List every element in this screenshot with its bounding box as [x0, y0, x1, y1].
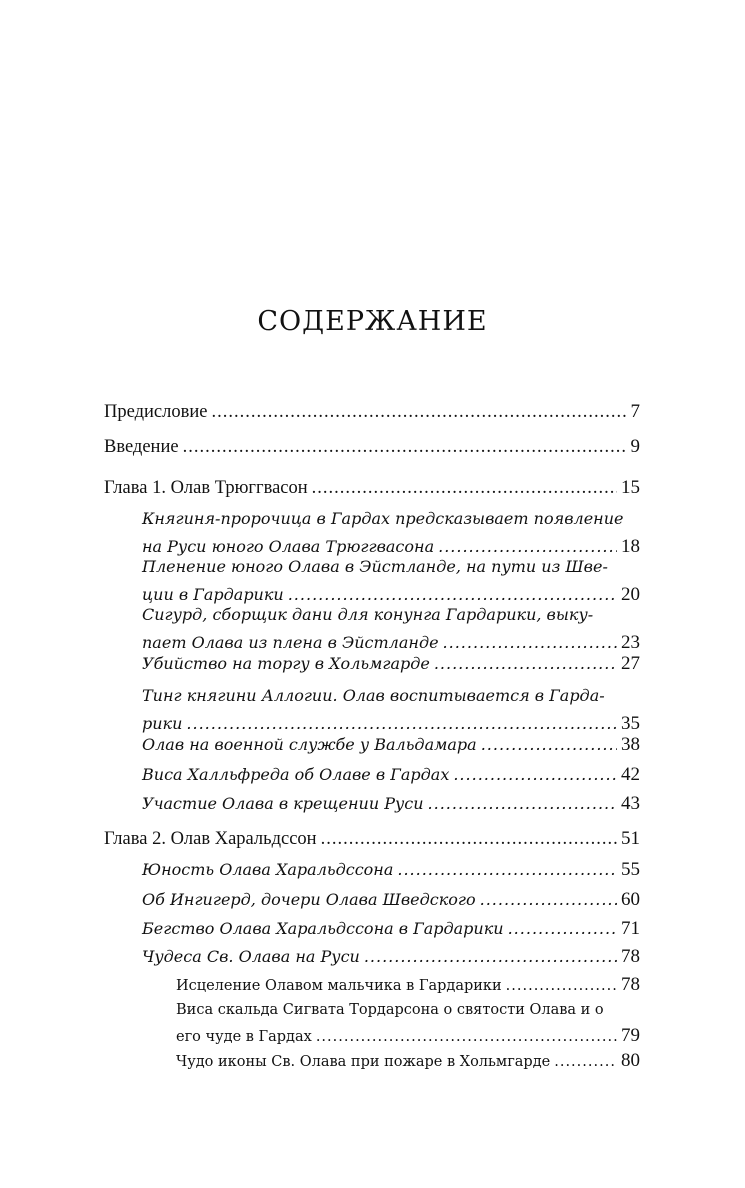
toc-entry-section[interactable]: [142, 943, 640, 971]
toc-entry-title-line: Княгиня-пророчица в Гардах предсказывает появление: [142, 509, 624, 528]
toc-entry-subsection[interactable]: [176, 1047, 640, 1076]
toc-entry-title: Убийство на торгу в Хольмгарде: [142, 654, 430, 673]
toc-entry-section[interactable]: [142, 915, 640, 943]
toc-entry-section[interactable]: [142, 731, 640, 759]
toc-entry-title: Исцеление Олавом мальчика в Гардарики: [176, 978, 502, 994]
toc-page-number: 71: [621, 918, 640, 939]
toc-entry-title: Введение: [104, 437, 179, 457]
toc-entry-title-line: Пленение юного Олава в Эйстланде, на пути из Шве-: [142, 557, 608, 576]
toc-page-number: 7: [630, 401, 640, 422]
leader-dots: [508, 915, 617, 943]
toc-page-number: 9: [630, 436, 640, 457]
toc-page-number: 78: [621, 974, 640, 995]
toc-entry-title: Чудо иконы Св. Олава при пожаре в Хольмгарде: [176, 1054, 551, 1070]
toc-page-number: 43: [621, 793, 640, 814]
toc-entry-title: ции в Гардарики: [142, 585, 284, 604]
toc-page-number: 60: [621, 889, 640, 910]
toc-entry-subsection[interactable]: [176, 971, 640, 1000]
toc-entry-title: Предисловие: [104, 402, 208, 422]
toc-entry-chapter-1[interactable]: [104, 474, 640, 502]
toc-entry-title: Участие Олава в крещении Руси: [142, 794, 424, 813]
toc-entry-title: Чудеса Св. Олава на Руси: [142, 947, 360, 966]
leader-dots: [554, 1048, 617, 1076]
toc-entry-section[interactable]: [142, 601, 640, 657]
leader-dots: [453, 761, 617, 789]
toc-entry-title: на Руси юного Олава Трюггвасона: [142, 537, 435, 556]
toc-entry-title: его чуде в Гардах: [176, 1029, 312, 1045]
page-title: СОДЕРЖАНИЕ: [257, 306, 488, 337]
toc-page-number: 38: [621, 734, 640, 755]
toc-entry-title-line: Виса скальда Сигвата Тордарсона о святости Олава и о: [176, 1002, 604, 1018]
leader-dots: [397, 856, 617, 884]
toc-entry-preface[interactable]: [104, 398, 640, 426]
leader-dots: [428, 790, 617, 818]
toc-entry-title: пает Олава из плена в Эйстланде: [142, 633, 439, 652]
toc-entry-section[interactable]: [142, 682, 640, 738]
toc-page-number: 27: [621, 653, 640, 674]
toc-page-number: 55: [621, 859, 640, 880]
toc-page-number: 42: [621, 764, 640, 785]
toc-entry-title-line: Сигурд, сборщик дани для конунга Гардарики, выку-: [142, 605, 594, 624]
toc-page-number: 18: [621, 536, 640, 557]
toc-page-number: 35: [621, 713, 640, 734]
leader-dots: [480, 886, 617, 914]
toc-page-number: 80: [621, 1050, 640, 1071]
toc-entry-section[interactable]: [142, 886, 640, 914]
toc-entry-section[interactable]: [142, 856, 640, 884]
toc-page-number: 51: [621, 828, 640, 849]
toc-entry-title: Об Ингигерд, дочери Олава Шведского: [142, 890, 476, 909]
leader-dots: [312, 474, 617, 502]
toc-entry-title: Виса Халльфреда об Олаве в Гардах: [142, 765, 450, 784]
toc-entry-section[interactable]: [142, 650, 640, 678]
toc-entry-section[interactable]: [142, 790, 640, 818]
leader-dots: [321, 825, 617, 853]
toc-entry-title: Юность Олава Харальдссона: [142, 860, 394, 879]
toc-page-number: 20: [621, 584, 640, 605]
toc-entry-chapter-2[interactable]: [104, 825, 640, 853]
leader-dots: [434, 650, 617, 678]
toc-entry-section[interactable]: [142, 761, 640, 789]
toc-entry-title: Глава 1. Олав Трюггвасон: [104, 478, 308, 498]
leader-dots: [506, 972, 617, 1000]
toc-page-number: 23: [621, 632, 640, 653]
leader-dots: [481, 731, 617, 759]
toc-entry-title: Глава 2. Олав Харальдссон: [104, 829, 317, 849]
toc-entry-title: рики: [142, 714, 183, 733]
toc-entry-introduction[interactable]: [104, 433, 640, 461]
toc-entry-title-line: Тинг княгини Аллогии. Олав воспитывается в Гарда-: [142, 686, 605, 705]
leader-dots: [183, 433, 627, 461]
toc-entry-subsection[interactable]: [176, 998, 640, 1050]
toc-entry-title: Олав на военной службе у Вальдамара: [142, 735, 477, 754]
toc-page-number: 79: [621, 1025, 640, 1046]
toc-page-number: 78: [621, 946, 640, 967]
leader-dots: [211, 398, 626, 426]
leader-dots: [364, 943, 617, 971]
toc-page-number: 15: [621, 477, 640, 498]
toc-entry-title: Бегство Олава Харальдссона в Гардарики: [142, 919, 504, 938]
